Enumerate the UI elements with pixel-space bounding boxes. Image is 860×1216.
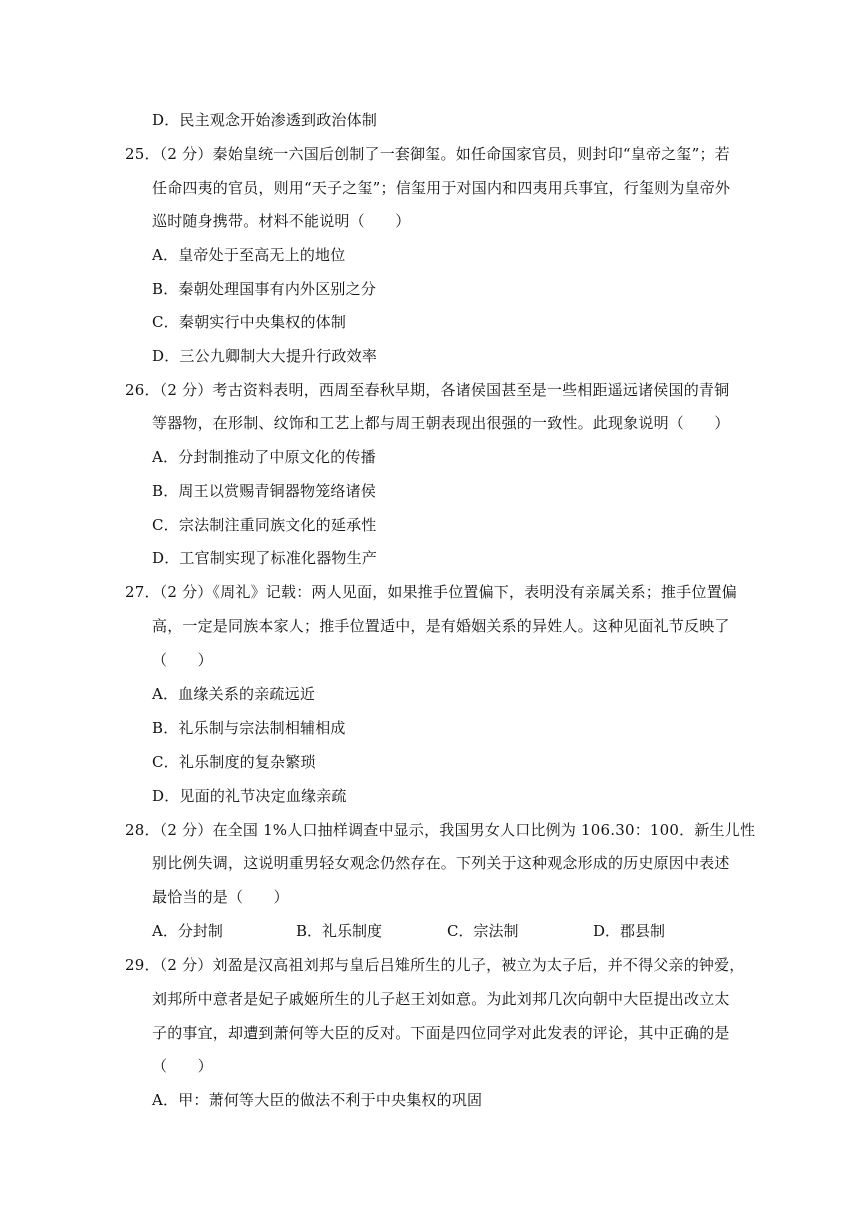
question-27-option-d: D．见面的礼节决定血缘亲疏 bbox=[152, 787, 347, 805]
question-25-option-d: D．三公九卿制大大提升行政效率 bbox=[152, 347, 378, 365]
question-27-line-3: （ ） bbox=[152, 651, 213, 669]
question-27-option-b: B．礼乐制与宗法制相辅相成 bbox=[152, 719, 346, 737]
question-25-option-c: C．秦朝实行中央集权的体制 bbox=[152, 313, 347, 331]
question-26-option-c: C．宗法制注重同族文化的延承性 bbox=[152, 516, 377, 534]
question-28-option-d: D．郡县制 bbox=[593, 922, 666, 940]
question-28-option-a: A．分封制 bbox=[152, 922, 223, 940]
question-29-line-1: 29．（2 分）刘盈是汉高祖刘邦与皇后吕雉所生的儿子，被立为太子后，并不得父亲的钟爱， bbox=[125, 956, 745, 974]
question-29-option-a: A．甲：萧何等大臣的做法不利于中央集权的巩固 bbox=[152, 1091, 483, 1109]
question-25-option-a: A．皇帝处于至高无上的地位 bbox=[152, 246, 346, 264]
question-29-line-4: （ ） bbox=[152, 1057, 213, 1075]
question-26-line-2: 等器物，在形制、纹饰和工艺上都与周王朝表现出很强的一致性。此现象说明（ ） bbox=[152, 414, 730, 432]
question-27-line-1: 27．（2 分）《周礼》记载：两人见面，如果推手位置偏下，表明没有亲属关系；推手位置偏 bbox=[125, 583, 738, 601]
question-28-line-1: 28．（2 分）在全国 1%人口抽样调查中显示，我国男女人口比例为 106.30：100．新生儿性 bbox=[125, 821, 756, 839]
question-25-option-b: B．秦朝处理国事有内外区别之分 bbox=[152, 280, 377, 298]
question-28-line-3: 最恰当的是（ ） bbox=[152, 888, 289, 906]
question-25-line-2: 任命四夷的官员，则用“天子之玺”；信玺用于对国内和四夷用兵事宜，行玺则为皇帝外 bbox=[152, 179, 731, 197]
question-25-line-1: 25．（2 分）秦始皇统一六国后创制了一套御玺。如任命国家官员，则封印“皇帝之玺”；若 bbox=[125, 145, 730, 163]
question-26-line-1: 26．（2 分）考古资料表明，西周至春秋早期，各诸侯国甚至是一些相距遥远诸侯国的青铜 bbox=[125, 381, 730, 399]
question-28-option-c: C．宗法制 bbox=[447, 922, 519, 940]
question-29-line-2: 刘邦所中意者是妃子戚姬所生的儿子赵王刘如意。为此刘邦几次向朝中大臣提出改立太 bbox=[152, 990, 730, 1008]
question-25-line-3: 巡时随身携带。材料不能说明（ ） bbox=[152, 212, 411, 230]
question-28-option-b: B．礼乐制度 bbox=[296, 922, 383, 940]
question-26-option-d: D．工官制实现了标准化器物生产 bbox=[152, 549, 378, 567]
question-27-option-c: C．礼乐制度的复杂繁琐 bbox=[152, 753, 316, 771]
question-29-line-3: 子的事宜，却遭到萧何等大臣的反对。下面是四位同学对此发表的评论，其中正确的是 bbox=[152, 1024, 730, 1042]
question-27-line-2: 高，一定是同族本家人；推手位置适中，是有婚姻关系的异姓人。这种见面礼节反映了 bbox=[152, 617, 730, 635]
question-27-option-a: A．血缘关系的亲疏远近 bbox=[152, 685, 316, 703]
question-28-line-2: 别比例失调，这说明重男轻女观念仍然存在。下列关于这种观念形成的历史原因中表述 bbox=[152, 854, 730, 872]
question-26-option-b: B．周王以赏赐青铜器物笼络诸侯 bbox=[152, 482, 377, 500]
option-d-prev-question: D．民主观念开始渗透到政治体制 bbox=[152, 111, 378, 129]
question-26-option-a: A．分封制推动了中原文化的传播 bbox=[152, 448, 376, 466]
